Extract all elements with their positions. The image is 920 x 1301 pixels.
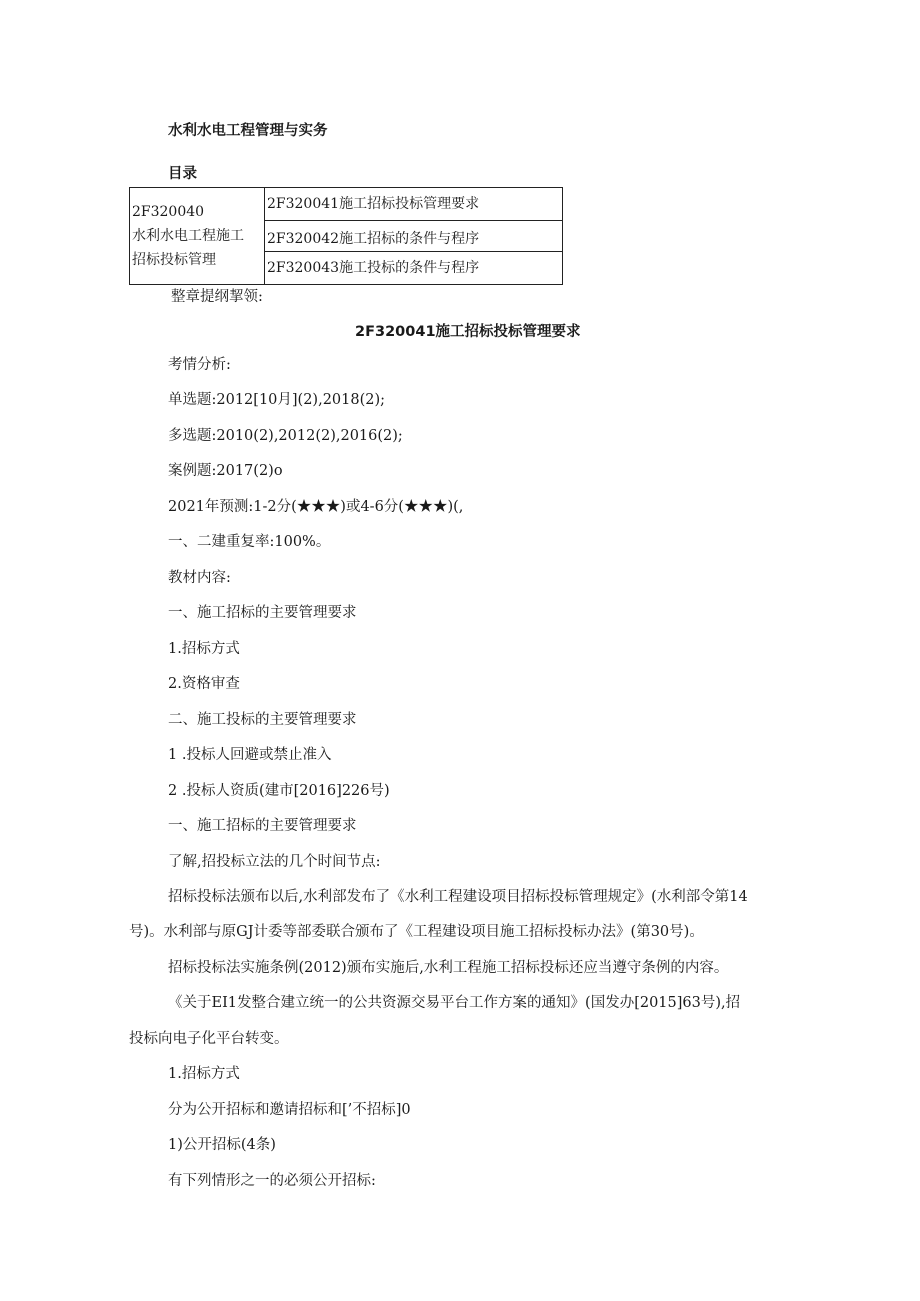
- text-line: 有下列情形之一的必须公开招标:: [168, 1173, 376, 1189]
- text-line: 多选题:2010(2),2012(2),2016(2);: [168, 428, 403, 444]
- text-line: 1.招标方式: [168, 641, 240, 657]
- toc-chapter-cell: [130, 188, 265, 285]
- paragraph-line: 招标投标法实施条例(2012)颁布实施后,水利工程施工招标投标还应当遵守条例的内容。: [168, 960, 729, 976]
- document-title: 水利水电工程管理与实务: [168, 123, 328, 139]
- toc-chapter-code: 2F320040: [132, 204, 205, 220]
- text-line: 1 .投标人回避或禁止准入: [168, 747, 332, 763]
- toc-item[interactable]: 2F320043施工投标的条件与程序: [265, 252, 563, 285]
- toc-table: [129, 187, 563, 285]
- outline-label: 整章提纲挈领:: [171, 289, 263, 305]
- text-line: 考情分析:: [168, 357, 231, 373]
- text-line: 案例题:2017(2)o: [168, 463, 283, 479]
- paragraph-line: 《关于EI1发整合建立统一的公共资源交易平台工作方案的通知》(国发办[2015]63号),招: [168, 995, 741, 1011]
- text-line: 1.招标方式: [168, 1066, 240, 1082]
- text-line: 二、施工投标的主要管理要求: [168, 712, 357, 728]
- text-line: 2.资格审查: [168, 676, 240, 692]
- toc-chapter-title-line2: 招标投标管理: [132, 252, 216, 268]
- section-title: 2F320041施工招标投标管理要求: [355, 324, 581, 340]
- text-line: 一、二建重复率:100%。: [168, 534, 331, 550]
- text-line: 教材内容:: [168, 570, 231, 586]
- text-line: 一、施工招标的主要管理要求: [168, 605, 357, 621]
- paragraph-line: 投标向电子化平台转变。: [129, 1031, 289, 1047]
- text-line: 一、施工招标的主要管理要求: [168, 818, 357, 834]
- toc-item[interactable]: 2F320041施工招标投标管理要求: [265, 188, 563, 221]
- toc-chapter-title-line1: 水利水电工程施工: [132, 228, 244, 244]
- text-line: 2021年预测:1-2分(★★★)或4-6分(★★★)(,: [168, 499, 464, 515]
- text-line: 1)公开招标(4条): [168, 1137, 276, 1153]
- toc-heading: 目录: [168, 166, 197, 182]
- paragraph-line: 号)。水利部与原GJ计委等部委联合颁布了《工程建设项目施工招标投标办法》(第30号)。: [129, 924, 704, 940]
- text-line: 分为公开招标和邀请招标和[’不招标]0: [168, 1102, 411, 1118]
- text-line: 2 .投标人资质(建市[2016]226号): [168, 783, 390, 799]
- text-line: 单选题:2012[10月](2),2018(2);: [168, 392, 386, 408]
- toc-item[interactable]: 2F320042施工招标的条件与程序: [265, 221, 563, 252]
- paragraph-line: 招标投标法颁布以后,水利部发布了《水利工程建设项目招标投标管理规定》(水利部令第14: [168, 889, 748, 905]
- text-line: 了解,招投标立法的几个时间节点:: [168, 854, 381, 870]
